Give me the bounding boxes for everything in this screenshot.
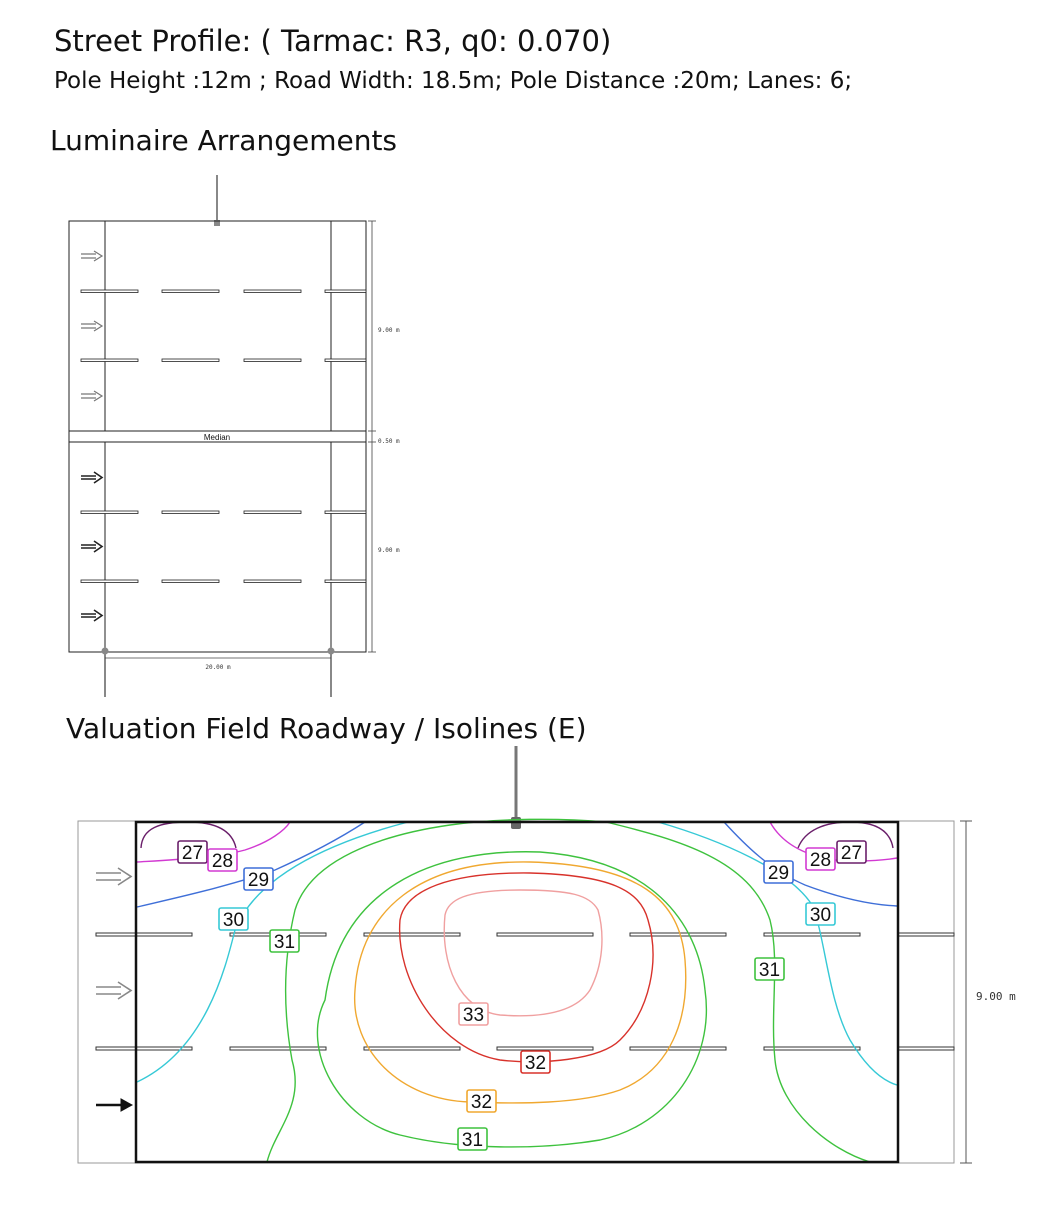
isoline-heading: Valuation Field Roadway / Isolines (E)	[66, 712, 587, 745]
traffic-arrow-icon	[81, 251, 102, 401]
isoline-label-text: 28	[211, 851, 234, 872]
dim-lower: 9.00 m	[378, 547, 400, 554]
isoline-label	[270, 930, 299, 953]
isoline-label-text: 32	[524, 1053, 547, 1074]
dim-width: 20.00 m	[205, 664, 231, 671]
lane-markings-lower	[81, 511, 366, 583]
isoline-label-text: 27	[840, 843, 863, 864]
isoline-label	[219, 908, 248, 931]
isoline-label-text: 30	[809, 905, 832, 926]
iso-road-outline	[78, 821, 954, 1163]
isoline-label	[806, 903, 835, 926]
isoline-label	[806, 848, 835, 871]
isoline-label-text: 27	[181, 843, 204, 864]
isoline-label	[459, 1003, 488, 1026]
dim-upper: 9.00 m	[378, 327, 400, 334]
isoline-label	[244, 868, 273, 891]
isoline-label	[467, 1090, 496, 1113]
isoline-label-text: 32	[470, 1092, 493, 1113]
page-title: Street Profile: ( Tarmac: R3, q0: 0.070)	[54, 24, 612, 58]
luminaire-head-right	[328, 648, 335, 655]
luminaire-head-left	[102, 648, 109, 655]
isoline-label	[837, 841, 866, 864]
traffic-arrow-icon	[81, 472, 102, 621]
page-subtitle: Pole Height :12m ; Road Width: 18.5m; Pole Distance :20m; Lanes: 6;	[54, 68, 853, 94]
isoline-label	[208, 849, 237, 872]
isoline-label-text: 31	[461, 1130, 484, 1151]
isoline-label-text: 28	[809, 850, 832, 871]
isoline-label	[755, 958, 784, 981]
lane-markings-upper	[81, 290, 366, 362]
isoline-31	[606, 822, 870, 1162]
isoline-label-text: 31	[758, 960, 781, 981]
isoline-label-text: 33	[462, 1005, 485, 1026]
isoline-label-text: 30	[222, 910, 245, 931]
isoline-label	[521, 1051, 550, 1074]
median-label: Median	[203, 433, 231, 442]
iso-lane-markings	[96, 933, 954, 1050]
dim-median: 0.50 m	[378, 438, 400, 445]
luminaire-heading: Luminaire Arrangements	[50, 124, 398, 156]
isoline-label-text: 29	[767, 863, 790, 884]
iso-dimension-line	[960, 821, 972, 1163]
dimension-line-vertical	[368, 221, 376, 652]
isoline-labels	[178, 841, 866, 1151]
isoline-label-text: 31	[273, 932, 296, 953]
iso-dim-height: 9.00 m	[976, 990, 1016, 1003]
isoline-label	[458, 1128, 487, 1151]
traffic-arrow-icon	[96, 1099, 132, 1111]
isoline-label-text: 29	[247, 870, 270, 891]
isoline-label	[764, 861, 793, 884]
isoline-31	[267, 819, 606, 1162]
isoline-33	[444, 890, 602, 1016]
isoline-label	[178, 841, 207, 864]
isoline-32	[400, 873, 653, 1062]
